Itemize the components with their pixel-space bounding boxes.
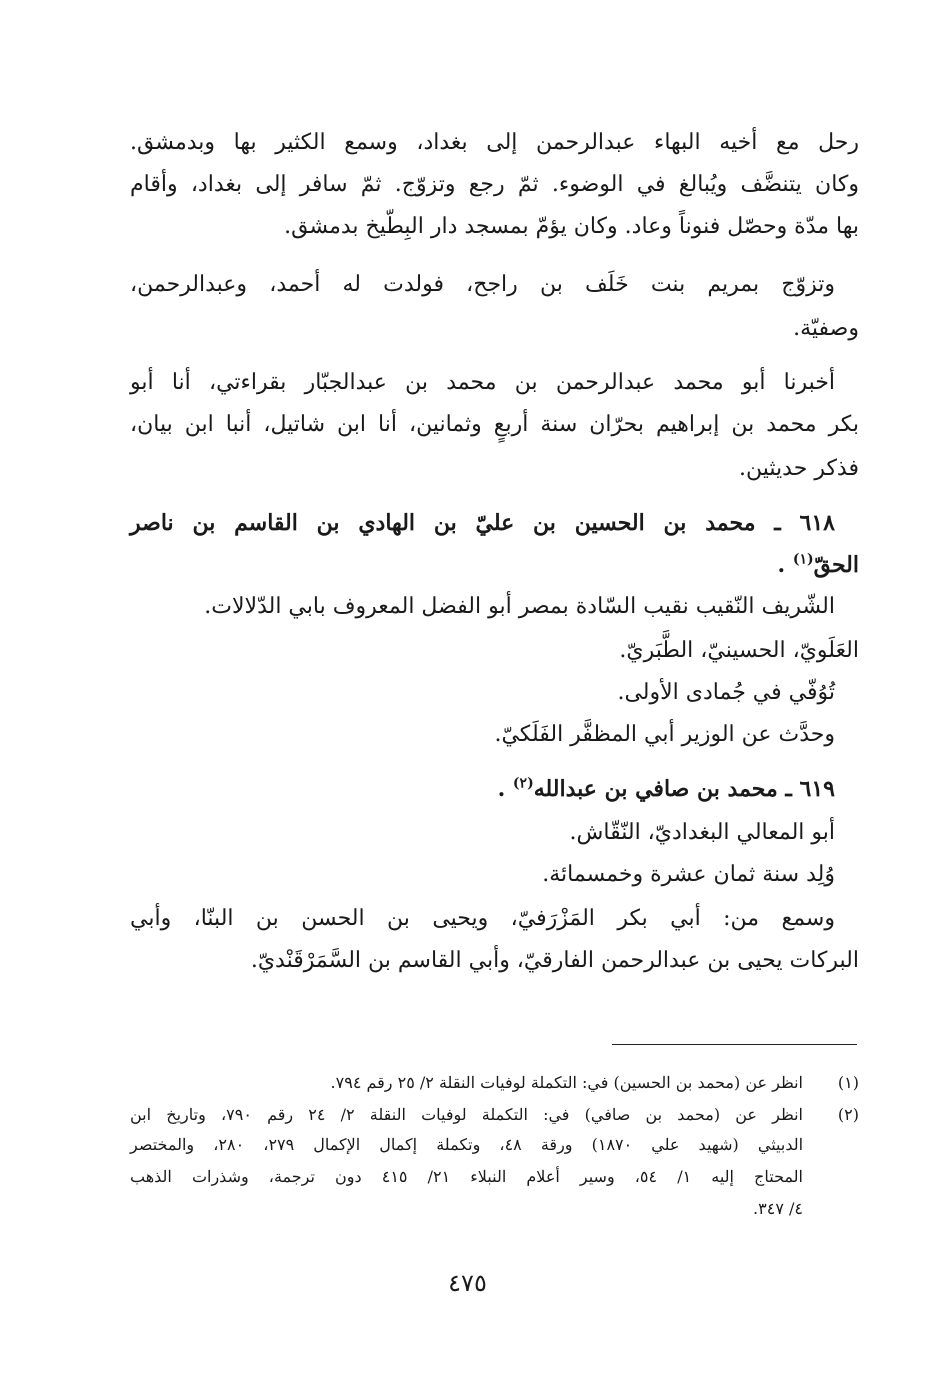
paragraph-1-line-2: وكان يتنضَّف ويُبالغ في الوضوء. ثمّ رجع وتزوّج. ثمّ سافر إلى بغداد، وأقام	[130, 172, 859, 197]
footnote-2-number: (٢)	[837, 1105, 859, 1124]
paragraph-3-line-1: أخبرنا أبو محمد عبدالرحمن بن محمد بن عبدالجبّار بقراءتي، أنا أبو	[130, 370, 835, 395]
entry-618-heading-text: الحقّ	[813, 552, 859, 578]
entry-619-heading	[498, 772, 835, 806]
paragraph-1-line-1: رحل مع أخيه البهاء عبدالرحمن إلى بغداد، وسمع الكثير بها وبدمشق.	[130, 130, 859, 155]
footnote-2-line-2: الدبيثي (شهيد علي ١٨٧٠) ورقة ٤٨، وتكملة إكمال الإكمال ٢٧٩، ٢٨٠، والمختصر	[130, 1135, 804, 1154]
entry-618-line-3: تُوُفّي في جُمادى الأولى.	[617, 680, 835, 705]
paragraph-3-line-2: بكر محمد بن إبراهيم بحرّان سنة أربعٍ وثمانين، أنا ابن شاتيل، أنبا ابن بيان،	[130, 412, 859, 437]
entry-618-heading-line-2	[778, 548, 860, 582]
entry-619-line-1: أبو المعالي البغداديّ، النّقّاش.	[569, 820, 835, 845]
paragraph-2-line-2: وصفيّة.	[793, 316, 859, 341]
entry-619-line-3: وسمع من: أبي بكر المَزْرَفيّ، ويحيى بن الحسن بن البنّا، وأبي	[130, 906, 835, 931]
footnote-divider	[612, 1044, 857, 1045]
entry-618-heading-line-1: ٦١٨ ـ محمد بن الحسين بن عليّ بن الهادي بن القاسم بن ناصر	[130, 510, 835, 536]
footnote-2-line-3: المحتاج إليه ١/ ٥٤، وسير أعلام النبلاء ٢١/ ٤١٥ دون ترجمة، وشذرات الذهب	[130, 1167, 803, 1186]
entry-619-line-2: وُلِد سنة ثمان عشرة وخمسمائة.	[542, 862, 835, 887]
entry-618-heading-end: .	[777, 552, 786, 578]
entry-619-line-4: البركات يحيى بن عبدالرحمن الفارقيّ، وأبي القاسم بن السَّمَرْقَنْديّ.	[250, 948, 859, 973]
paragraph-2-line-1: وتزوّج بمريم بنت خَلَف بن راجح، فولدت له أحمد، وعبدالرحمن،	[130, 272, 835, 297]
page-number: ٤٧٥	[448, 1269, 487, 1297]
paragraph-3-line-3: فذكر حديثين.	[739, 456, 859, 481]
entry-618-line-2: العَلَويّ، الحسينيّ، الطَّبَريّ.	[619, 638, 859, 663]
entry-619-heading-text: ٦١٩ ـ محمد بن صافي بن عبدالله	[533, 776, 835, 802]
footnote-1-line-1: انظر عن (محمد بن الحسين) في: التكملة لوفيات النقلة ٢/ ٢٥ رقم ٧٩٤.	[330, 1073, 803, 1092]
footnote-ref-2: (٢)	[512, 775, 534, 792]
paragraph-1-line-3: بها مدّة وحصّل فنوناً وعاد. وكان يؤمّ بمسجد دار البِطّيخ بدمشق.	[284, 214, 859, 239]
footnote-2-line-1: انظر عن (محمد بن صافي) في: التكملة لوفيات النقلة ٢/ ٢٤ رقم ٧٩٠، وتاريخ ابن	[130, 1105, 803, 1124]
footnote-2-line-4: ٤/ ٣٤٧.	[753, 1199, 803, 1218]
entry-618-line-1: الشّريف النّقيب نقيب السّادة بمصر أبو الفضل المعروف بابي الدّلالات.	[204, 594, 835, 619]
footnote-1-number: (١)	[837, 1073, 859, 1092]
entry-619-heading-end: .	[497, 776, 506, 802]
entry-618-line-4: وحدَّث عن الوزير أبي المظفَّر الفَلَكيّ.	[494, 722, 835, 747]
footnote-ref-1: (١)	[792, 551, 814, 568]
